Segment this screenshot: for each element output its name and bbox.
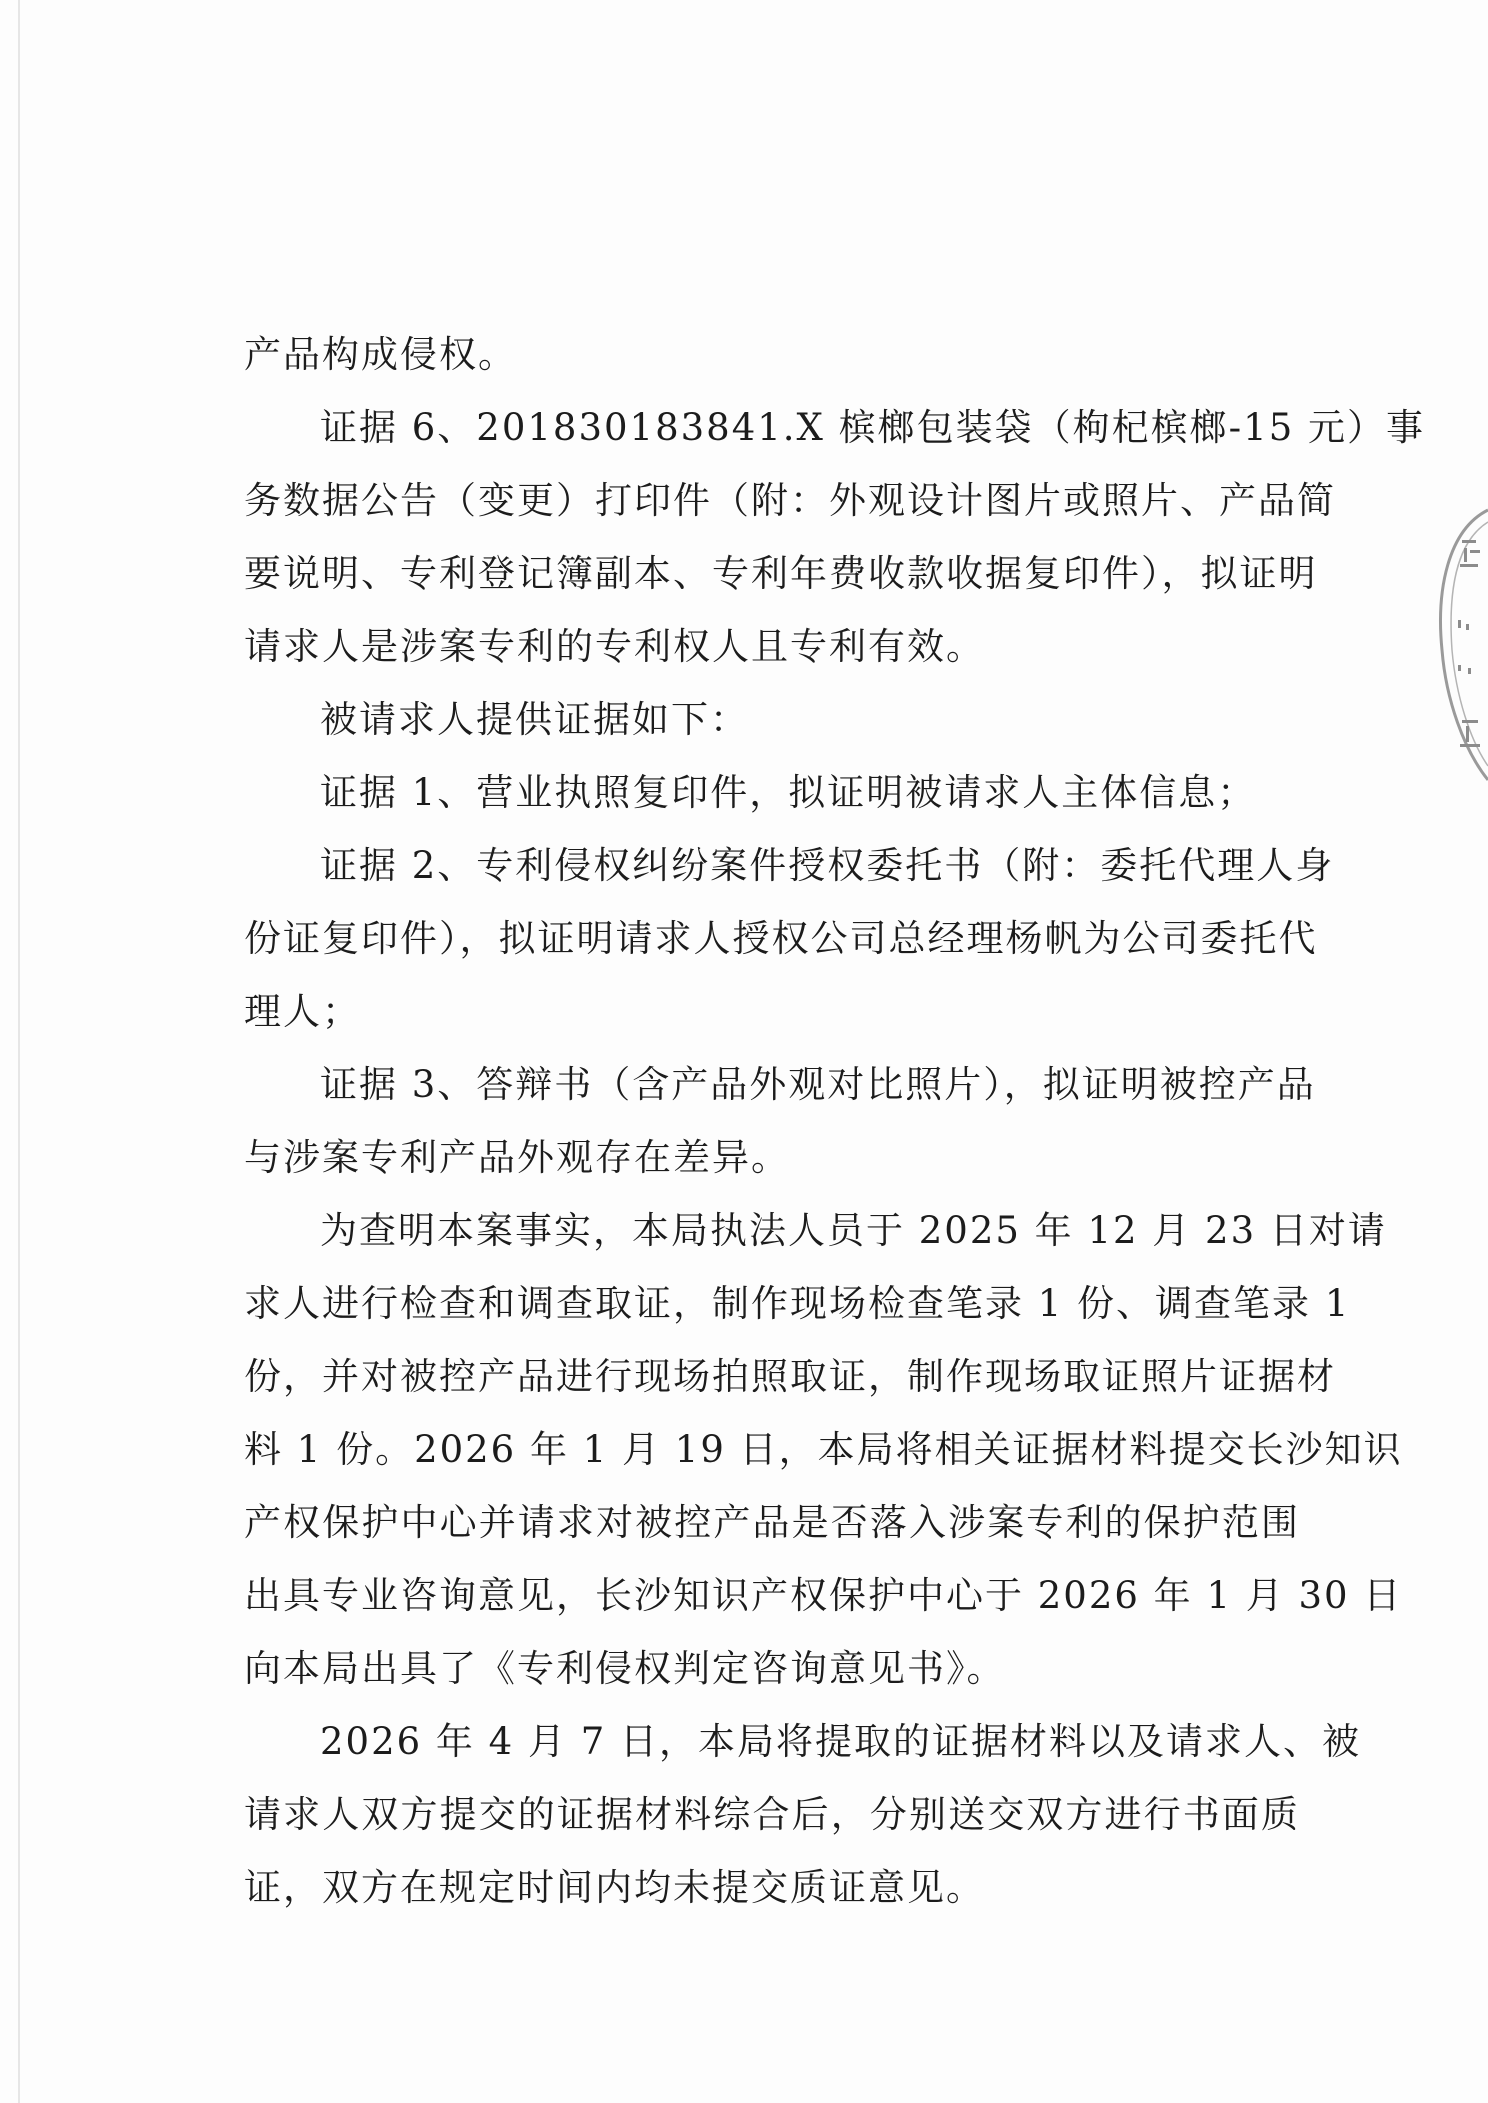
text-line: 与涉案专利产品外观存在差异。: [244, 1136, 790, 1179]
text-line: 求人进行检查和调查取证，制作现场检查笔录 1 份、调查笔录 1: [244, 1282, 1351, 1325]
text-line: 被请求人提供证据如下：: [320, 698, 749, 741]
text-line: 向本局出具了《专利侵权判定咨询意见书》。: [244, 1647, 1006, 1690]
text-line: 证据 1、营业执照复印件，拟证明被请求人主体信息；: [320, 771, 1257, 814]
text-line: 理人；: [244, 990, 361, 1033]
text-line: 要说明、专利登记簿副本、专利年费收款收据复印件），拟证明: [244, 552, 1318, 595]
text-line: 份，并对被控产品进行现场拍照取证，制作现场取证照片证据材: [244, 1355, 1336, 1398]
text-line: 产权保护中心并请求对被控产品是否落入涉案专利的保护范围: [244, 1501, 1300, 1544]
seal-stamp-fragment: [1428, 500, 1488, 790]
text-line: 份证复印件），拟证明请求人授权公司总经理杨帆为公司委托代: [244, 917, 1318, 960]
text-line: 证据 6、201830183841.X 槟榔包装袋（枸杞槟榔-15 元）事: [320, 406, 1425, 449]
text-line: 为查明本案事实，本局执法人员于 2025 年 12 月 23 日对请: [320, 1209, 1387, 1252]
body-text: [244, 318, 1425, 1924]
text-line: 证据 2、专利侵权纠纷案件授权委托书（附：委托代理人身: [320, 844, 1335, 887]
text-line: 出具专业咨询意见，长沙知识产权保护中心于 2026 年 1 月 30 日: [244, 1574, 1403, 1617]
text-line: 证，双方在规定时间内均未提交质证意见。: [244, 1866, 985, 1909]
text-line: 务数据公告（变更）打印件（附：外观设计图片或照片、产品简: [244, 479, 1336, 522]
text-line: 2026 年 4 月 7 日，本局将提取的证据材料以及请求人、被: [320, 1720, 1362, 1763]
text-line: 证据 3、答辩书（含产品外观对比照片），拟证明被控产品: [320, 1063, 1316, 1106]
text-line: 请求人双方提交的证据材料综合后，分别送交双方进行书面质: [244, 1793, 1300, 1836]
scan-edge-line: [18, 0, 20, 2103]
text-line: 产品构成侵权。: [244, 333, 517, 376]
text-line: 料 1 份。2026 年 1 月 19 日，本局将相关证据材料提交长沙知识: [244, 1428, 1403, 1471]
text-line: 请求人是涉案专利的专利权人且专利有效。: [244, 625, 985, 668]
